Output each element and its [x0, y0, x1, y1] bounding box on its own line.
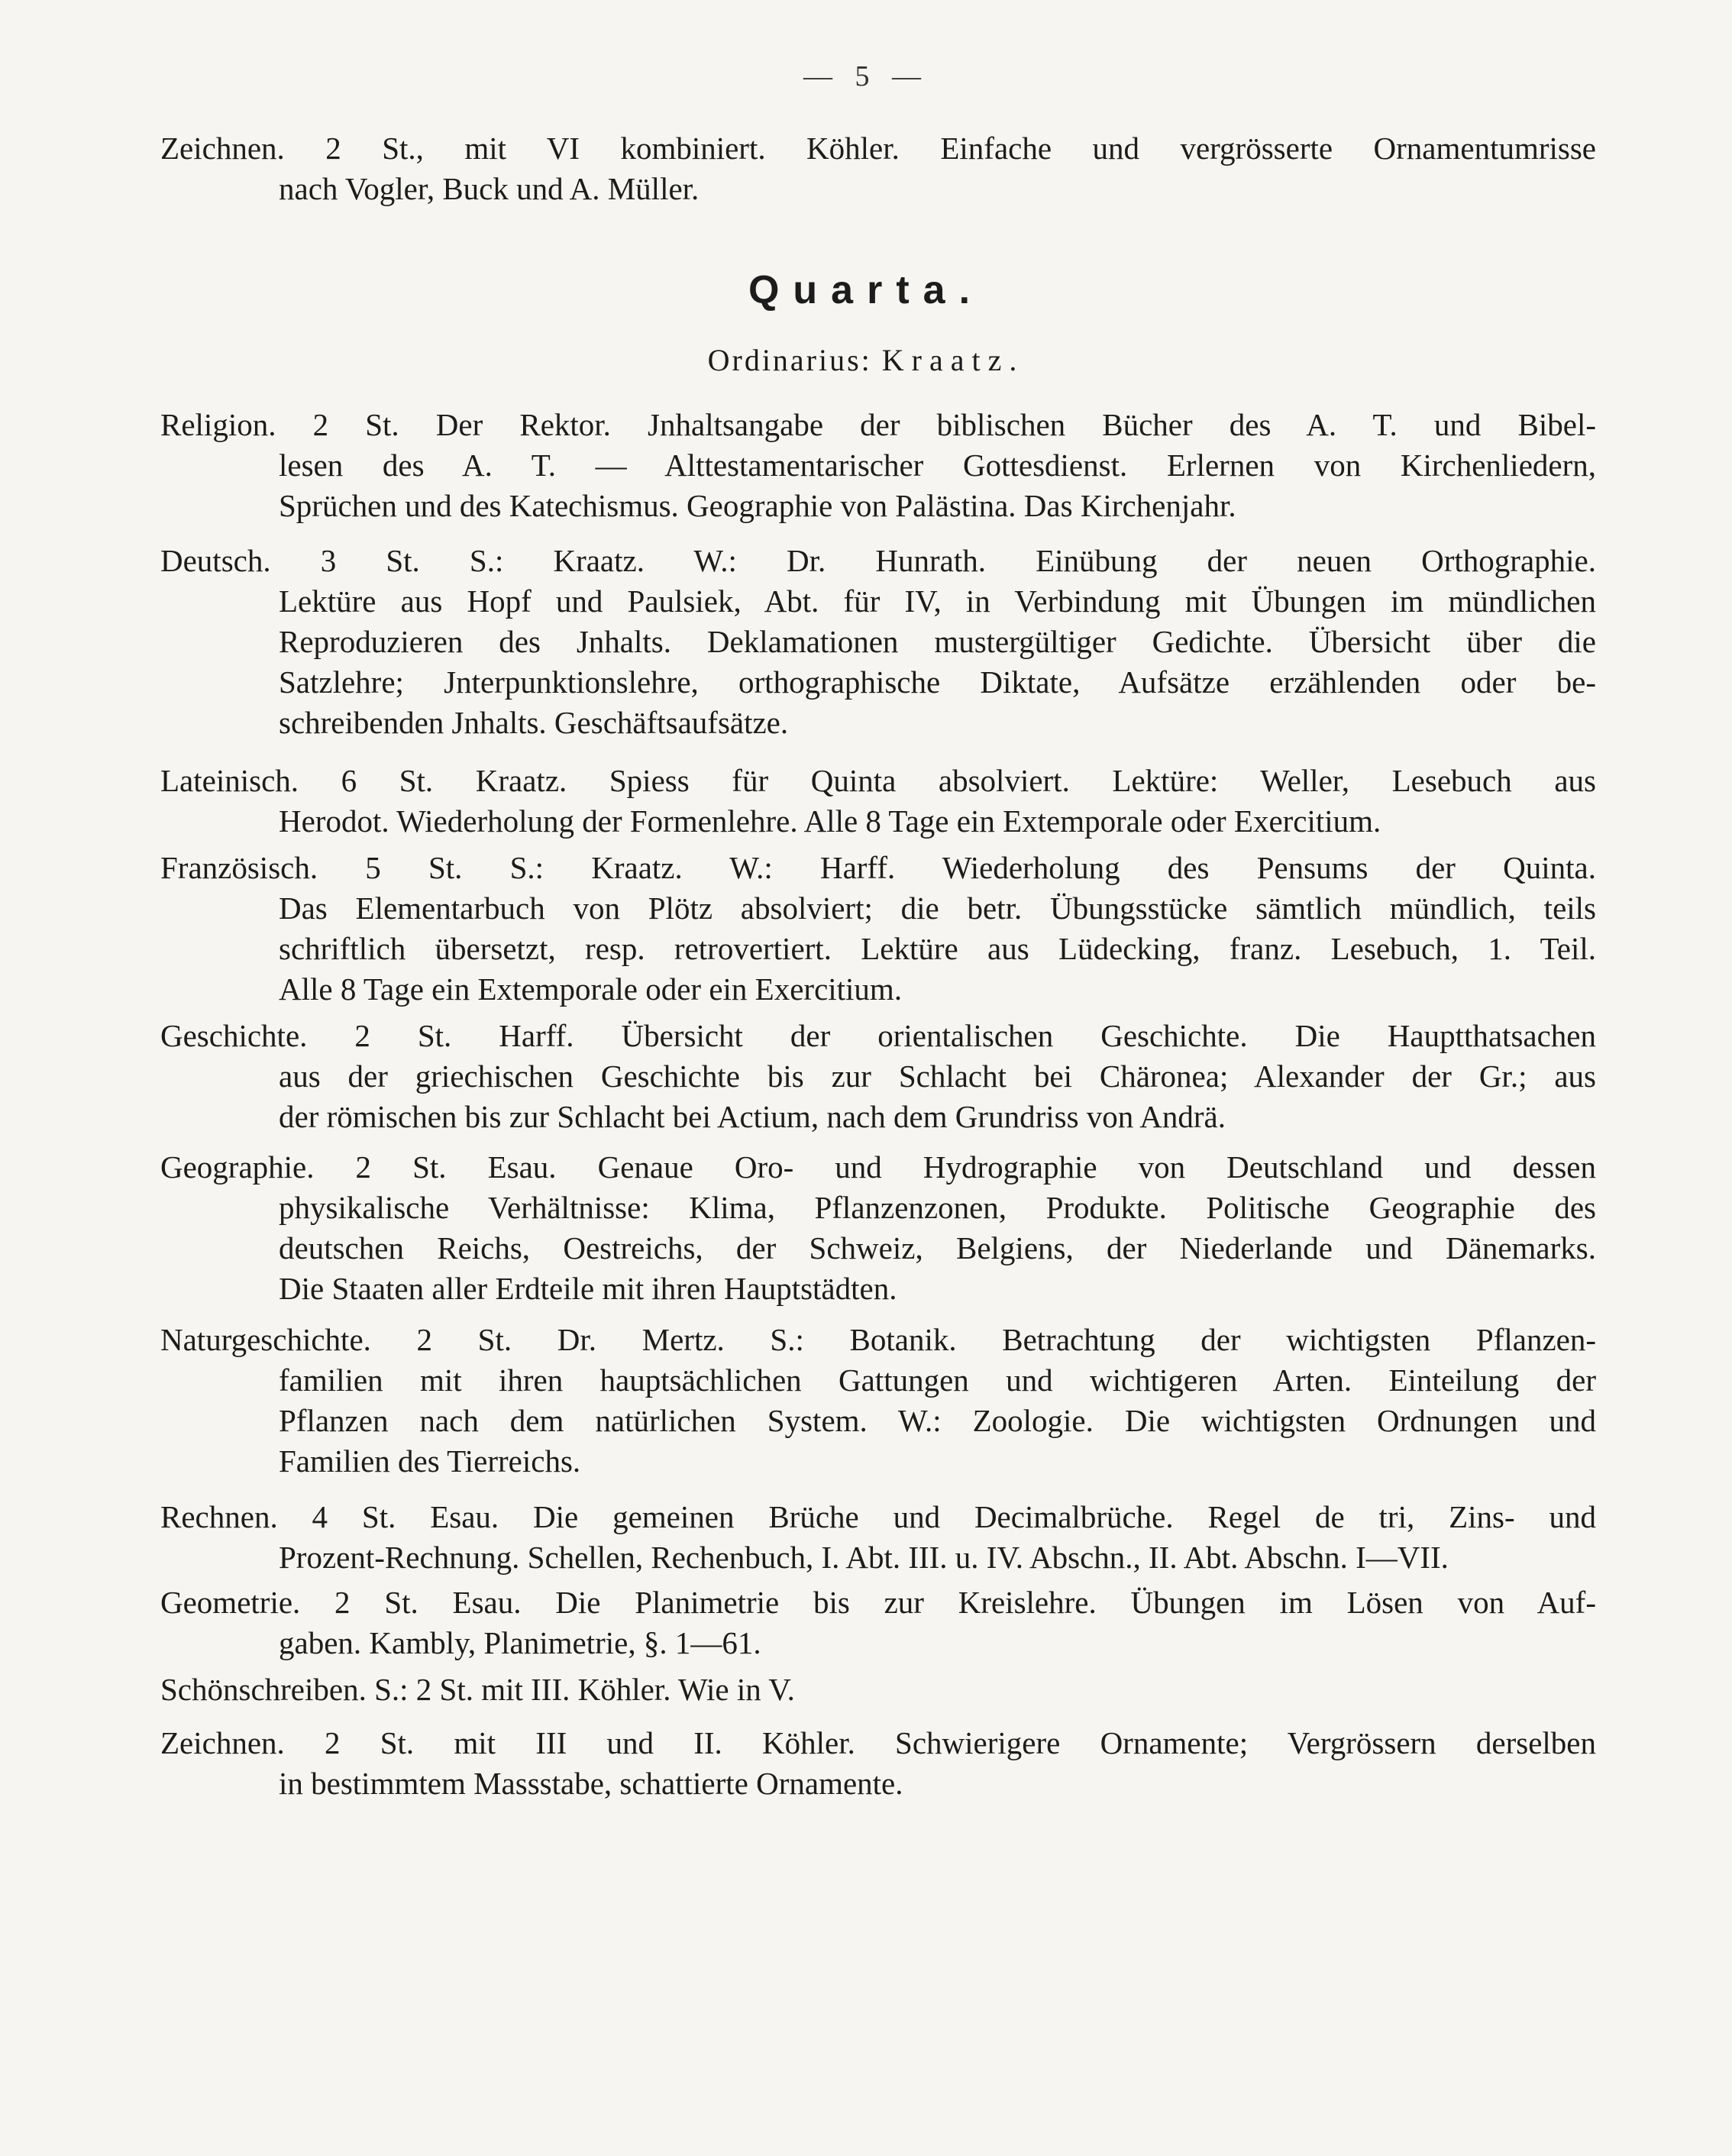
entry-line: Das Elementarbuch von Plötz absolviert; die betr. Übungsstücke sämtlich mündlich, teils [279, 891, 1596, 926]
entry-line: aus der griechischen Geschichte bis zur Schlacht bei Chäronea; Alexander der Gr.; aus [279, 1059, 1596, 1094]
entry-line: Lateinisch. 6 St. Kraatz. Spiess für Quinta absolviert. Lektüre: Weller, Lesebuch aus [160, 763, 1596, 798]
entry-line: Geographie. 2 St. Esau. Genaue Oro- und Hydrographie von Deutschland und dessen [160, 1149, 1596, 1185]
entry-religion [160, 405, 1596, 526]
entry-line: Rechnen. 4 St. Esau. Die gemeinen Brüche und Decimalbrüche. Regel de tri, Zins- und [160, 1499, 1596, 1534]
entry-line: Alle 8 Tage ein Extemporale oder ein Exercitium. [279, 971, 903, 1007]
entry-line: lesen des A. T. — Alttestamentarischer Gottesdienst. Erlernen von Kirchenliedern, [279, 448, 1596, 483]
entry-line: Die Staaten aller Erdteile mit ihren Hauptstädten. [279, 1271, 897, 1306]
entry-line: Reproduzieren des Jnhalts. Deklamationen mustergültiger Gedichte. Übersicht über die [279, 624, 1596, 659]
ordinarius-name: Kraatz. [881, 343, 1025, 377]
entry-line: Geometrie. 2 St. Esau. Die Planimetrie bis zur Kreislehre. Übungen im Lösen von Auf- [160, 1585, 1596, 1620]
entry-line: in bestimmtem Massstabe, schattierte Ornamente. [279, 1766, 903, 1801]
ordinarius-label: Ordinarius: [707, 343, 872, 377]
entry-line: Schönschreiben. S.: 2 St. mit III. Köhler. Wie in V. [160, 1672, 795, 1707]
entry-line: schreibenden Jnhalts. Geschäftsaufsätze. [279, 705, 789, 740]
entry-line: Pflanzen nach dem natürlichen System. W.: Zoologie. Die wichtigsten Ordnungen und [279, 1403, 1596, 1438]
entry-line: Naturgeschichte. 2 St. Dr. Mertz. S.: Botanik. Betrachtung der wichtigsten Pflanzen- [160, 1322, 1596, 1357]
entry-deutsch [160, 541, 1596, 743]
entry-line: Deutsch. 3 St. S.: Kraatz. W.: Dr. Hunrath. Einübung der neuen Orthographie. [160, 543, 1596, 578]
entry-rechnen [160, 1497, 1596, 1578]
entry-line: Prozent-Rechnung. Schellen, Rechenbuch, I. Abt. III. u. IV. Abschn., II. Abt. Abschn. I—VII. [279, 1540, 1449, 1575]
entry-geschichte [160, 1016, 1596, 1137]
section-title: Quarta. [748, 268, 984, 312]
entry-line: Satzlehre; Jnterpunktionslehre, orthographische Diktate, Aufsätze erzählenden oder be- [279, 664, 1596, 700]
entry-line: schriftlich übersetzt, resp. retrovertiert. Lektüre aus Lüdecking, franz. Lesebuch, 1. Teil. [279, 931, 1596, 966]
entry-line: Zeichnen. 2 St., mit VI kombiniert. Köhler. Einfache und vergrösserte Ornamentumrisse [160, 131, 1596, 166]
entry-geometrie [160, 1582, 1596, 1663]
entry-line: der römischen bis zur Schlacht bei Actium, nach dem Grundriss von Andrä. [279, 1099, 1226, 1134]
entry-schoenschreiben [160, 1670, 1596, 1710]
ordinarius [0, 342, 1732, 378]
entry-line: gaben. Kambly, Planimetrie, §. 1—61. [279, 1625, 761, 1660]
entry-geographie [160, 1147, 1596, 1309]
entry-line: Herodot. Wiederholung der Formenlehre. Alle 8 Tage ein Extemporale oder Exercitium. [279, 803, 1381, 839]
page-number: — 5 — [803, 60, 929, 92]
entry-line: nach Vogler, Buck und A. Müller. [279, 171, 700, 206]
preface-entry [160, 128, 1596, 209]
entry-line: deutschen Reichs, Oestreichs, der Schweiz, Belgiens, der Niederlande und Dänemarks. [279, 1230, 1596, 1265]
entry-line: Zeichnen. 2 St. mit III und II. Köhler. Schwierigere Ornamente; Vergrössern derselben [160, 1725, 1596, 1760]
entry-lateinisch [160, 761, 1596, 842]
entry-line: Geschichte. 2 St. Harff. Übersicht der orientalischen Geschichte. Die Hauptthatsachen [160, 1018, 1596, 1053]
entry-naturgeschichte [160, 1320, 1596, 1482]
entry-line: Religion. 2 St. Der Rektor. Jnhaltsangabe der biblischen Bücher des A. T. und Bibel- [160, 407, 1596, 442]
entry-line: Sprüchen und des Katechismus. Geographie von Palästina. Das Kirchenjahr. [279, 488, 1236, 523]
entry-line: Französisch. 5 St. S.: Kraatz. W.: Harff. Wiederholung des Pensums der Quinta. [160, 850, 1596, 885]
entry-zeichnen [160, 1723, 1596, 1804]
entry-line: Lektüre aus Hopf und Paulsiek, Abt. für IV, in Verbindung mit Übungen im mündlichen [279, 583, 1596, 619]
entry-line: physikalische Verhältnisse: Klima, Pflanzenzonen, Produkte. Politische Geographie des [279, 1190, 1596, 1225]
entry-line: Familien des Tierreichs. [279, 1443, 581, 1479]
entry-franzoesisch [160, 848, 1596, 1010]
entry-line: familien mit ihren hauptsächlichen Gattungen und wichtigeren Arten. Einteilung der [279, 1362, 1596, 1398]
